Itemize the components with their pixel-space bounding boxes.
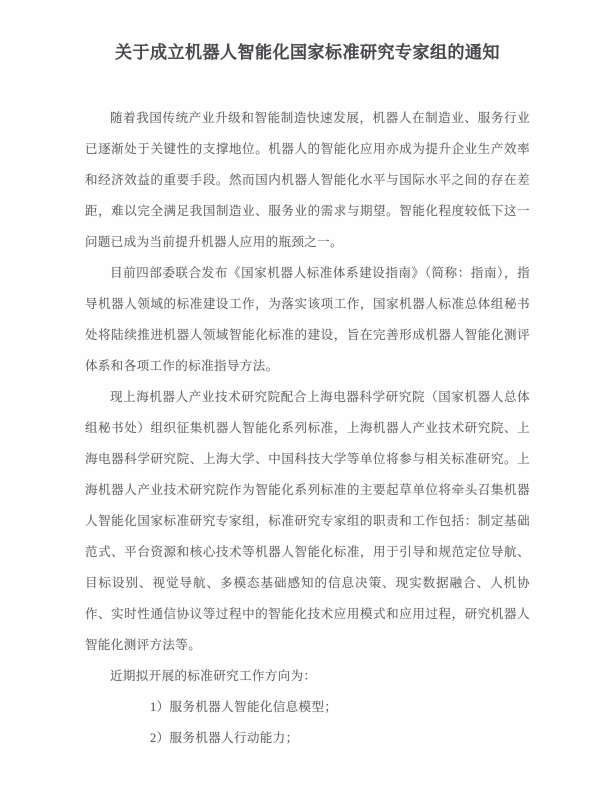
list-item-1: 1）服务机器人智能化信息模型；	[150, 700, 338, 714]
paragraph-guideline: 目前四部委联合发布《国家机器人标准体系建设指南》（简称：指南），指导机器人领域的标准建设工作，为落实该项工作，国家机器人标准总体组秘书处将陆续推进机器人领域智能化标准的建设，旨在完善形成机器人智能化测评体系和各项工作的标准指导方法。	[85, 266, 530, 373]
paragraph-background: 随着我国传统产业升级和智能制造快速发展，机器人在制造业、服务行业已逐渐处于关键性的支撑地位。机器人的智能化应用亦成为提升企业生产效率和经济效益的重要手段。然而国内机器人智能化水平与国际水平之间的存在差距，难以完全满足我国制造业、服务业的需求与期望。智能化程度较低下这一问题已成为当前提升机器人应用的瓶颈之一。	[85, 111, 530, 249]
document-title: 关于成立机器人智能化国家标准研究专家组的通知	[115, 43, 500, 62]
list-item-2: 2）服务机器人行动能力；	[150, 731, 299, 745]
list-intro: 近期拟开展的标准研究工作方向为：	[110, 669, 317, 683]
paragraph-expert-group: 现上海机器人产业技术研究院配合上海电器科学研究院（国家机器人总体组秘书处）组织征集机器人智能化系列标准，上海机器人产业技术研究院、上海电器科学研究院、上海大学、中国科技大学等单位将参与相关标准研究。上海机器人产业技术研究院作为智能化系列标准的主要起草单位将牵头召集机器人智能化国家标准研究专家组，标准研究专家组的职责和工作包括：制定基础范式、平台资源和核心技术等机器人智能化标准，用于引导和规范定位导航、目标设别、视觉导航、多模态基础感知的信息决策、现实数据融合、人机协作、实时性通信协议等过程中的智能化技术应用模式和应用过程，研究机器人智能化测评方法等。	[85, 390, 530, 652]
document-content	[85, 0, 530, 754]
